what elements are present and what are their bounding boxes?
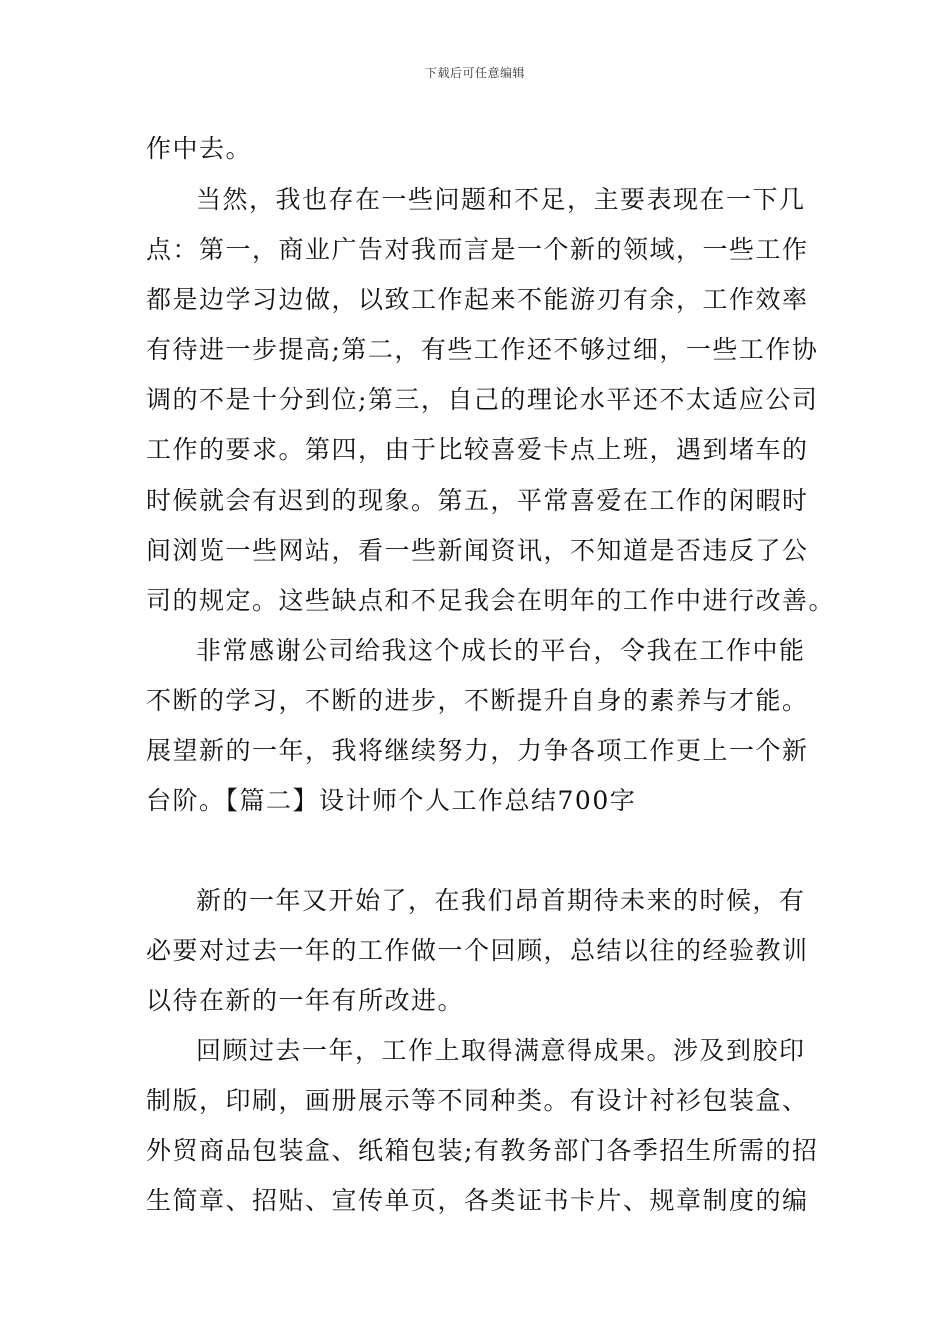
text-line: 台阶。【篇二】设计师个人工作总结700字 (146, 786, 637, 815)
text-line: 都是边学习边做，以致工作起来不能游刃有余，工作效率 (146, 285, 809, 314)
text-line: 不断的学习，不断的进步，不断提升自身的素养与才能。 (146, 686, 809, 715)
text-line: 以待在新的一年有所改进。 (146, 986, 465, 1015)
text-line: 有待进一步提高;第二，有些工作还不够过细，一些工作协 (146, 335, 819, 364)
text-line: 工作的要求。第四，由于比较喜爱卡点上班，遇到堵车的 (146, 435, 809, 464)
text-line: 司的规定。这些缺点和不足我会在明年的工作中进行改善。 (146, 586, 836, 615)
text-line: 调的不是十分到位;第三，自己的理论水平还不太适应公司 (146, 385, 819, 414)
text-line: 展望新的一年，我将继续努力，力争各项工作更上一个新 (146, 736, 809, 765)
paragraph-start-line: 当然，我也存在一些问题和不足，主要表现在一下几 (196, 185, 806, 214)
text-line: 间浏览一些网站，看一些新闻资讯，不知道是否违反了公 (146, 536, 809, 565)
text-line: 制版，印刷，画册展示等不同种类。有设计衬衫包装盒、 (146, 1086, 809, 1115)
text-line: 外贸商品包装盒、纸箱包装;有教务部门各季招生所需的招 (146, 1136, 819, 1165)
text-line: 点：第一，商业广告对我而言是一个新的领域，一些工作 (146, 235, 809, 264)
paragraph-start-line: 回顾过去一年，工作上取得满意得成果。涉及到胶印 (196, 1036, 806, 1065)
text-line: 生简章、招贴、宣传单页，各类证书卡片、规章制度的编 (146, 1186, 809, 1215)
paragraph-start-line: 新的一年又开始了，在我们昂首期待未来的时候，有 (196, 886, 806, 915)
page-header: 下载后可任意编辑 (424, 66, 525, 80)
text-line: 作中去。 (146, 134, 253, 163)
text-line: 必要对过去一年的工作做一个回顾，总结以往的经验教训 (146, 936, 809, 965)
text-line: 时候就会有迟到的现象。第五，平常喜爱在工作的闲暇时 (146, 486, 809, 515)
paragraph-start-line: 非常感谢公司给我这个成长的平台，令我在工作中能 (196, 636, 806, 665)
